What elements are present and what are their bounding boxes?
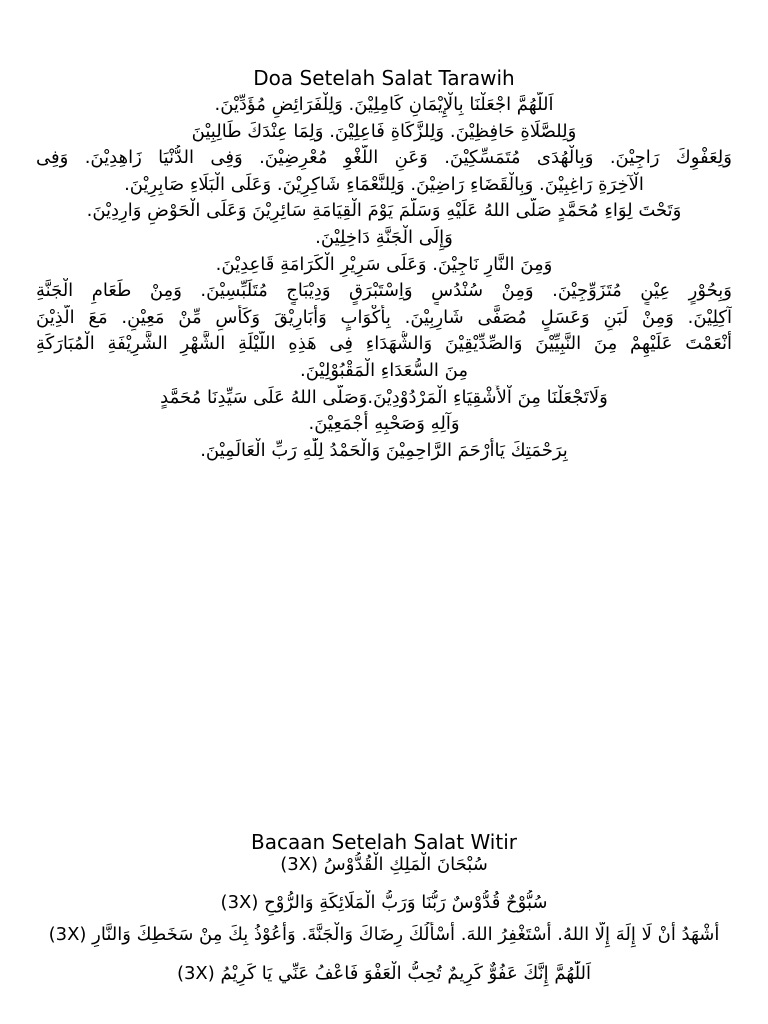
doa-line-14: بِرَحْمَتِكَ يَاأَرْحَمَ الرَّاحِمِيْنَ وَالْحَمْدُ لِلّٰهِ رَبِّ الْعَالَمِيْنَ. [200,439,568,461]
doa-line-2: وَلِلصَّلَاةِ حَافِظِيْنَ. وَلِلزَّكَاةِ فَاعِلِيْنَ. وَلِمَا عِنْدَكَ طَالِبِيْنَ [191,120,577,142]
doa-line-1: اَللّهُمَّ اجْعَلْنَا بِالْإِيْمَانِ كَامِلِيْنَ. وَلِلْفَرَائِضِ مُؤَدِّيْنَ. [214,94,554,115]
doa-line-12: وَلَاتَجْعَلْنَا مِنَ اْلأَشْقِيَاءِ الْمَرْدُوْدِيْنَ.وَصَلَّى اللهُ عَلَى سَيِّدِنَا مُحَمَّدٍ [160,386,608,408]
doa-line-3: وَلِعَفْوِكَ رَاجِيْنَ. وَبِالْهُدَى مُتَمَسِّكِيْنَ. وَعَنِ اللَّغْوِ مُعْرِضِيْنَ. وَفِى الدُّنْيَا زَاهِدِيْنَ. وَفِى [36,147,732,169]
doa-line-6: وَإِلَى الْجَنَّةِ دَاخِلِيْنَ. [315,226,453,248]
tarawih-prayer-title: Doa Setelah Salat Tarawih [253,66,515,90]
witir-line-4: اَللّٰهُمَّ إِنَّكَ عَفُوٌّ كَرِيمٌ تُحِبُّ الْعَفْوَ فَاعْفُ عَنِّي يَا كَرِيْمُ (3X) [176,963,592,984]
doa-line-10: أَنْعَمْتَ عَلَيْهِمْ مِنَ النَّبِيِّيْنَ وَالصِّدِّيْقِيْنَ وَالشُّهَدَاءِ فِى هَذِهِ اللَّيْلَةِ الشَّهْرِ الشَّرِيْفَةِ الْمُبَارَكَةِ [36,333,732,355]
doa-line-11: مِنَ السُّعَدَاءِ الْمَقْبُوْلِيْنَ. [300,359,468,381]
witir-reading-title: Bacaan Setelah Salat Witir [251,830,517,854]
doa-line-8: وَبِحُوْرٍ عِيْنٍ مُتَزَوِّجِيْنَ. وَمِنْ سُنْدُسٍ وَاِسْتَبْرَقٍ وَدِيْبَاجٍ مُتَلَبِّسِيْنَ. وَمِنْ طَعَامِ الْجَنَّةِ [36,280,732,302]
witir-line-2: سُبُّوْحٌ قُدُّوْسٌ رَبُّنَا وَرَبُّ الْمَلَائِكَةِ وَالرُّوْحِ (3X) [220,892,548,913]
doa-line-13: وَآلِهِ وَصَحْبِهِ أَجْمَعِيْنَ. [308,413,460,435]
doa-line-4: الْآخِرَةِ رَاغِبِيْنَ. وَبِالْقَضَاءِ رَاضِيْنَ. وَلِلنَّعْمَاءِ شَاكِرِيْنَ. وَعَلَى الْبَلَاءِ صَابِرِيْنَ. [124,173,644,195]
tarawih-prayer-text [36,92,732,464]
witir-line-1: سُبْحَانَ الْمَلِكِ الْقُدُّوْسُ (3X) [280,854,488,875]
witir-line-3: أَشْهَدُ أَنْ لَا إِلَهَ إِلَّا اللهُ. أَسْتَغْفِرُ اللهَ. أَسْأَلُكَ رِضَاكَ وَالْجَنَّةَ. وَأَعُوْذُ بِكَ مِنْ سَخَطِكَ وَالنَّارِ (3X) [48,924,720,945]
doa-line-5: وَتَحْتَ لِوَاءِ مُحَمَّدٍ صَلَّى اللهُ عَلَيْهِ وَسَلَّمَ يَوْمَ الْقِيَامَةِ سَائِرِيْنَ وَعَلَى الْحَوْضِ وَارِدِيْنَ. [86,200,682,222]
doa-line-7: وَمِنَ النَّارِ نَاجِيْنَ. وَعَلَى سَرِيْرِ الْكَرَامَةِ قَاعِدِيْنَ. [215,253,553,275]
doa-line-9: آكِلِيْنَ. وَمِنْ لَبَنٍ وَعَسَلٍ مُصَفًّى شَارِبِيْنَ. بِأَكْوَابٍ وَأَبَارِيْقَ وَكَأْسٍ مِّنْ مَعِيْنٍ. مَعَ الَّذِيْنَ [36,306,732,328]
